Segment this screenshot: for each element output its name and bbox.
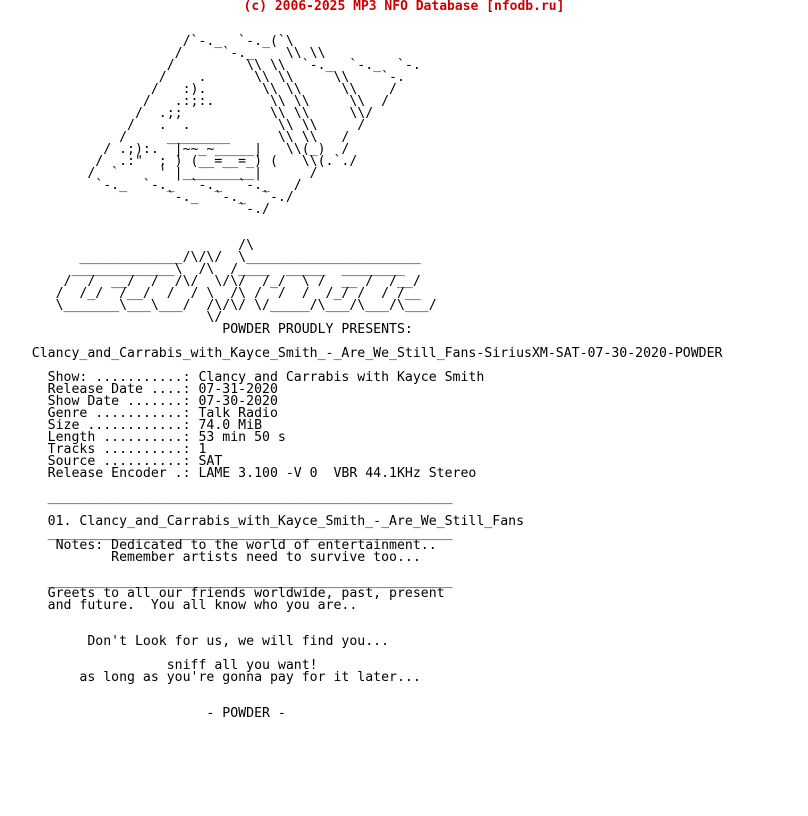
nfo-line: Source ..........: SAT: [0, 454, 223, 469]
nfo-line: Show: ...........: Clancy and Carrabis with Kayce Smith: [0, 370, 485, 385]
nfo-text-body: [0, 12, 723, 720]
nfo-line: Genre ...........: Talk Radio: [0, 406, 278, 421]
nfo-line: _____________/\/\/ \______________________: [0, 250, 421, 265]
nfo-line: Show Date .......: 07-30-2020: [0, 394, 278, 409]
nfo-line: [0, 12, 723, 24]
nfo-line: ___________________________________________________: [0, 526, 453, 541]
nfo-line: \_______\___\___/ /\/\/ \/_____/\___/\___/\___/: [0, 298, 437, 313]
nfo-line: Size ............: 74.0 MiB: [0, 418, 263, 433]
nfo-line: / . . \\ \\ /: [0, 118, 366, 133]
nfo-line: Release Encoder .: LAME 3.100 -V 0 VBR 44.1KHz Stereo: [0, 466, 477, 481]
nfo-line: / .:" ; ) (__=__=_) ( \\(.`./: [0, 154, 358, 169]
nfo-line: \/: [0, 310, 223, 325]
nfo-line: ___________________________________________________: [0, 574, 453, 589]
nfo-line: / .;):. |~~_~_____| \\(_) /: [0, 142, 350, 157]
nfo-line: POWDER PROUDLY PRESENTS:: [0, 322, 413, 337]
nfo-line: ___________________________________________________: [0, 490, 453, 505]
nfo-line: / .:;:. \\ \\ \\ /: [0, 94, 390, 109]
nfo-line: and future. You all know who you are..: [0, 598, 358, 613]
nfo-line: Length ..........: 53 min 50 s: [0, 430, 286, 445]
nfo-line: [0, 684, 723, 696]
nfo-line: / . \\ \\ \\ `-.: [0, 70, 405, 85]
nfo-line: Greets to all our friends worldwide, past, present: [0, 586, 445, 601]
nfo-line: / ________ \\ \\ /: [0, 130, 350, 145]
nfo-line: / ` ' |_________| /: [0, 166, 318, 181]
nfo-line: / \\ \\ `-._ `-._ `-.: [0, 58, 421, 73]
nfo-line: Remember artists need to survive too...: [0, 550, 421, 565]
nfo-line: Tracks ..........: 1: [0, 442, 207, 457]
nfo-line: [0, 216, 723, 228]
nfo-line: Don't Look for us, we will find you...: [0, 634, 390, 649]
nfo-line: 01. Clancy_and_Carrabis_with_Kayce_Smith_-_Are_We_Still_Fans: [0, 514, 525, 529]
nfo-line: / :). \\ \\ \\ /: [0, 82, 397, 97]
nfo-line: sniff all you want!: [0, 658, 318, 673]
nfo-line: _____________\ /\ /____ _____ ________: [0, 262, 405, 277]
nfo-line: Release Date ....: 07-31-2020: [0, 382, 278, 397]
nfo-line: / `-._ \\ \\: [0, 46, 326, 61]
nfo-line: / / __/ / /\/ \/\/ /_/ \ / __ / /__/: [0, 274, 421, 289]
nfo-line: `-./: [0, 202, 270, 217]
nfo-line: / /_/ /__/ / / \ /\ / / / /_/ / / /__: [0, 286, 421, 301]
nfo-line: /\: [0, 238, 255, 253]
nfo-line: [0, 612, 723, 624]
nfodb-header: (c) 2006-2025 MP3 NFO Database [nfodb.ru]: [243, 0, 565, 14]
nfo-line: as long as you're gonna pay for it later...: [0, 670, 421, 685]
nfo-line: Notes: Dedicated to the world of entertainment..: [0, 538, 437, 553]
nfo-line: `-._ `-._ `-./: [0, 190, 294, 205]
nfo-line: Clancy_and_Carrabis_with_Kayce_Smith_-_Are_We_Still_Fans-SiriusXM-SAT-07-30-2020-POWDER: [0, 346, 723, 361]
nfo-line: /`-._ `-._(`\: [0, 34, 294, 49]
nfo-line: / .;; \\ \\ \\/: [0, 106, 374, 121]
nfo-line: `-._ `-._ `-._ `-._ /: [0, 178, 302, 193]
nfo-line: - POWDER -: [0, 706, 286, 721]
